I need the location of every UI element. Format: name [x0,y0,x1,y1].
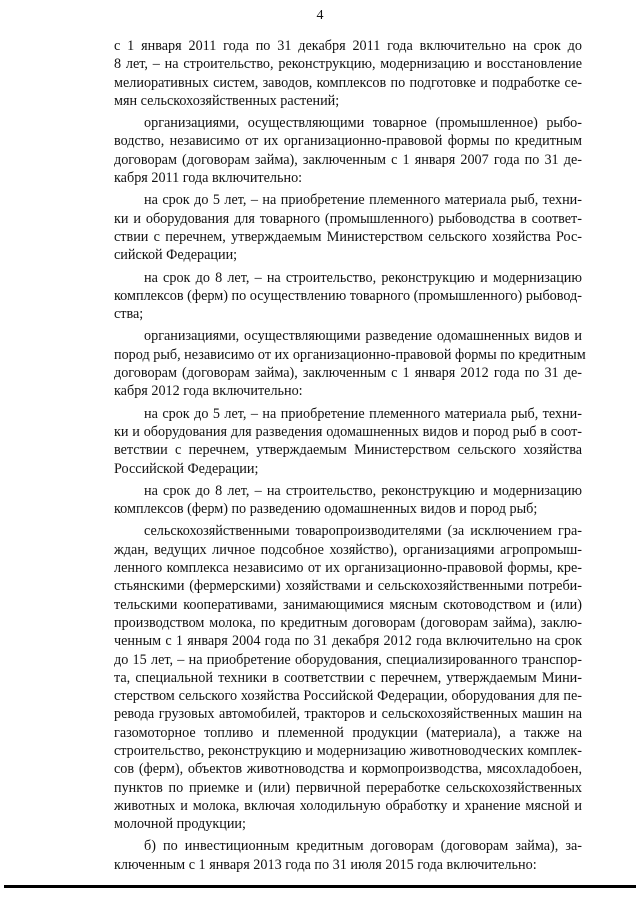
text-line: комплексов (ферм) по разведению одомашненных видов и пород рыб; [114,501,538,518]
text-line: ключенным с 1 января 2013 года по 31 июля 2015 года включительно: [114,856,537,873]
page-number: 4 [316,8,324,23]
text-line: б) по инвестиционным кредитным договорам (договорам займа), за- [144,838,582,855]
text-line: та, специальной техники в соответствии с перечнем, утверждаемым Мини- [114,669,582,686]
text-line: водство, независимо от их организационно-правовой формы по кредитным [114,133,582,150]
text-line: животных и молока, включая холодильную обработку и хранение мясной и [114,797,582,814]
text-line: 8 лет, – на строительство, реконструкцию, модернизацию и восстановление [114,56,582,73]
paragraph [114,191,582,264]
text-line: ленного комплекса независимо от их организационно-правовой формы, кре- [114,560,582,577]
text-line: сийской Федерации; [114,247,238,264]
text-line: на срок до 8 лет, – на строительство, реконструкцию и модернизацию [144,269,582,286]
text-line: ревода грузовых автомобилей, тракторов и сельскохозяйственных машин на [114,706,582,723]
text-line: организациями, осуществляющими разведение одомашненных видов и [144,328,582,345]
text-line: тельскими кооперативами, занимающимися мясным скотоводством и (или) [114,596,582,613]
text-line: на срок до 5 лет, – на приобретение племенного материала рыб, техни- [144,405,582,422]
text-line: ченным с 1 января 2004 года по 31 декабря 2012 года включительно на срок [114,633,582,650]
bottom-border-line [4,885,636,888]
text-line: ки и оборудования для товарного (промышленного) рыбоводства в соответ- [114,210,582,227]
text-line: строительство, реконструкцию и модернизацию животноводческих комплек- [114,742,582,759]
text-line: пунктов по приемке и (или) первичной переработке сельскохозяйственных [114,779,582,796]
text-line: ства; [114,306,144,323]
text-line: мелиоративных систем, заводов, комплексов по подготовке и подработке се- [114,74,582,91]
text-line: ствии с перечнем, утверждаемым Министерством сельского хозяйства Рос- [114,228,582,245]
text-line: организациями, осуществляющими товарное (промышленное) рыбо- [144,115,582,132]
text-line: Российской Федерации; [114,460,259,477]
text-line: ветствии с перечнем, утверждаемым Министерством сельского хозяйства [114,442,582,459]
text-line: кабря 2012 года включительно: [114,383,303,400]
text-line: на срок до 8 лет, – на строительство, реконструкцию и модернизацию [144,482,582,499]
text-line: молочной продукции; [114,816,246,833]
paragraph [114,837,582,874]
text-line: ки и оборудования для разведения одомашненных видов и пород рыб в соот- [114,423,582,440]
text-line: сельскохозяйственными товаропроизводителями (за исключением гра- [144,523,582,540]
paragraph [114,269,582,324]
text-line: договорам (договорам займа), заключенным с 1 января 2007 года по 31 де- [114,151,582,168]
text-line: комплексов (ферм) по осуществлению товарного (промышленного) рыбовод- [114,287,582,304]
paragraph [114,327,586,400]
text-line: на срок до 5 лет, – на приобретение племенного материала рыб, техни- [144,192,582,209]
text-line: стьянскими (фермерскими) хозяйствами и сельскохозяйственными потреби- [114,578,582,595]
text-line: ждан, ведущих личное подсобное хозяйство), организациями агропромыш- [114,541,582,558]
paragraph [114,482,582,519]
text-line: до 15 лет, – на приобретение оборудования, специализированного транспор- [114,651,582,668]
text-line: кабря 2011 года включительно: [114,170,303,187]
paragraph [114,405,582,478]
text-line: договорам (договорам займа), заключенным с 1 января 2012 года по 31 де- [114,365,582,382]
text-line: сов (ферм), объектов животноводства и кормопроизводства, мясохладобоен, [114,761,582,778]
paragraph [114,114,582,187]
text-line: стерством сельского хозяйства Российской Федерации, оборудования для пе- [114,688,582,705]
paragraph [114,37,582,110]
paragraph [114,522,582,833]
text-line: пород рыб, независимо от их организационно-правовой формы по кредитным [114,346,586,363]
document-body [114,37,586,874]
text-line: с 1 января 2011 года по 31 декабря 2011 года включительно на срок до [114,38,582,54]
text-line: газомоторное топливо и племенной продукции (материала), а также на [114,724,582,741]
text-line: мян сельскохозяйственных растений; [114,92,340,109]
text-line: производством молока, по кредитным договорам (договорам займа), заклю- [114,614,582,631]
